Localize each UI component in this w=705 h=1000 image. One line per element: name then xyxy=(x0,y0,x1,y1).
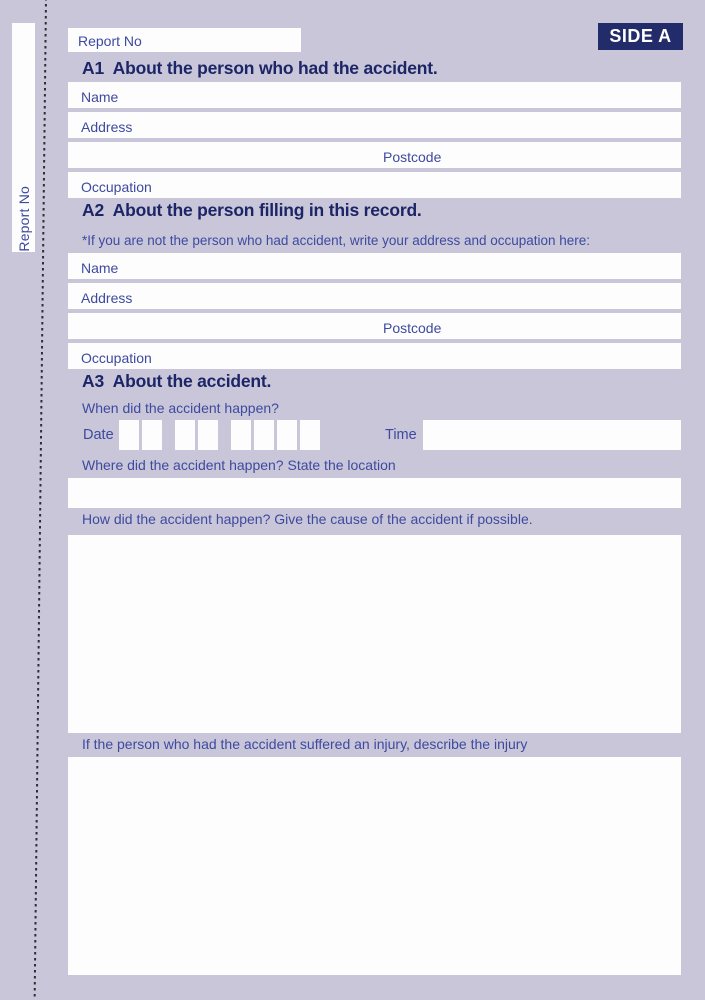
date-year-box-2[interactable] xyxy=(254,420,274,450)
date-day-box-2[interactable] xyxy=(142,420,162,450)
a2-name-label: Name xyxy=(81,260,119,276)
a1-name-label: Name xyxy=(81,89,119,105)
section-a2-heading: A2 About the person filling in this record. xyxy=(82,200,422,220)
a2-address-field[interactable] xyxy=(68,283,681,309)
where-question: Where did the accident happen? State the location xyxy=(82,457,396,473)
a2-note: *If you are not the person who had accident, write your address and occupation here: xyxy=(82,233,591,248)
a1-occupation-field[interactable] xyxy=(68,172,681,198)
report-no-spine-label: Report No xyxy=(15,186,32,252)
a1-address-label: Address xyxy=(81,119,133,135)
a1-postcode-field[interactable] xyxy=(68,142,681,168)
a2-name-field[interactable] xyxy=(68,253,681,279)
date-year-box-4[interactable] xyxy=(300,420,320,450)
date-year-box-3[interactable] xyxy=(277,420,297,450)
location-field[interactable] xyxy=(68,478,681,508)
how-question: How did the accident happen? Give the cause of the accident if possible. xyxy=(82,511,533,527)
a1-address-field[interactable] xyxy=(68,112,681,138)
section-a1-heading: A1 About the person who had the accident. xyxy=(82,58,438,78)
a1-occupation-label: Occupation xyxy=(81,179,152,195)
date-label: Date xyxy=(83,427,114,443)
a2-occupation-field[interactable] xyxy=(68,343,681,369)
date-year-box-1[interactable] xyxy=(231,420,251,450)
date-month-box-1[interactable] xyxy=(175,420,195,450)
a2-postcode-label: Postcode xyxy=(383,320,442,336)
section-a3-heading: A3 About the accident. xyxy=(82,371,272,391)
side-a-badge: SIDE A xyxy=(598,23,683,50)
time-label: Time xyxy=(385,427,417,443)
date-day-box-1[interactable] xyxy=(119,420,139,450)
time-field[interactable] xyxy=(423,420,681,450)
a2-address-label: Address xyxy=(81,290,133,306)
when-question: When did the accident happen? xyxy=(82,400,279,416)
a1-postcode-label: Postcode xyxy=(383,149,442,165)
perforation-dotted-line xyxy=(34,0,47,1000)
injury-question: If the person who had the accident suffered an injury, describe the injury xyxy=(82,736,528,752)
report-no-field[interactable] xyxy=(68,28,301,52)
injury-description-field[interactable] xyxy=(68,757,681,975)
report-no-label: Report No xyxy=(78,33,142,49)
date-month-box-2[interactable] xyxy=(198,420,218,450)
cause-description-field[interactable] xyxy=(68,535,681,733)
a2-postcode-field[interactable] xyxy=(68,313,681,339)
a1-name-field[interactable] xyxy=(68,82,681,108)
report-no-spine-field[interactable] xyxy=(12,23,35,252)
a2-occupation-label: Occupation xyxy=(81,350,152,366)
